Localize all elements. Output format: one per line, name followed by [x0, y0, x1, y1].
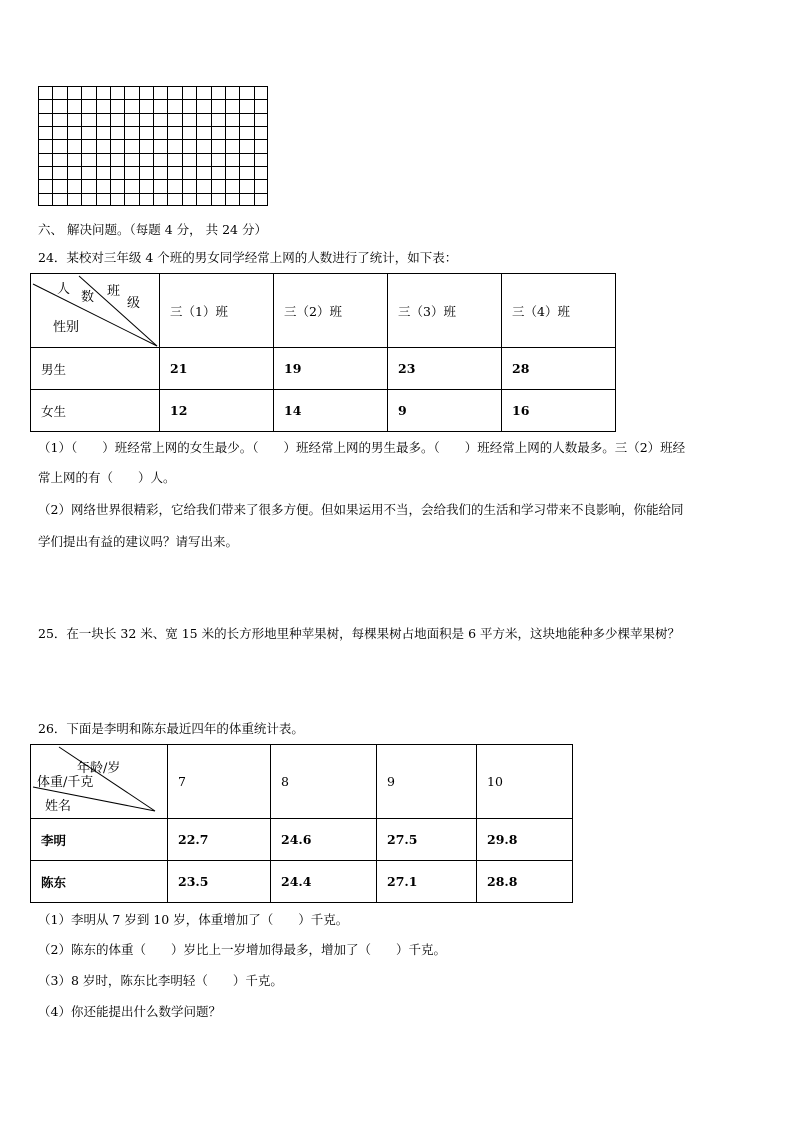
q24-part1-line1: （1）（ ）班经常上网的女生最少。（ ）班经常上网的男生最多。（ ）班经常上网的人数最多。三（2）班经 — [38, 440, 686, 455]
cell: 24.6 — [271, 819, 377, 861]
q24-corner-b: 数 — [81, 290, 95, 305]
cell: 16 — [502, 390, 616, 432]
cell: 27.5 — [377, 819, 477, 861]
cell: 24.4 — [271, 861, 377, 903]
table-row — [31, 348, 616, 390]
q24-corner-d: 级 — [127, 296, 141, 311]
q26-header-3: 9 — [377, 745, 477, 819]
q24-corner-cell — [31, 274, 160, 348]
cell: 21 — [160, 348, 274, 390]
q26-corner-a: 年龄/岁 — [77, 761, 121, 776]
q24-table — [30, 273, 616, 432]
row-label: 李明 — [31, 819, 168, 861]
q26-prompt: 26．下面是李明和陈东最近四年的体重统计表。 — [38, 721, 304, 736]
cell: 9 — [388, 390, 502, 432]
q24-part2-line2: 学们提出有益的建议吗？请写出来。 — [38, 534, 239, 549]
q26-header-2: 8 — [271, 745, 377, 819]
cell: 28 — [502, 348, 616, 390]
cell: 28.8 — [477, 861, 573, 903]
q24-part2-line1: （2）网络世界很精彩，它给我们带来了很多方便。但如果运用不当，会给我们的生活和学习带来不良影响，你能给同 — [38, 502, 684, 517]
q24-diagonal-lines — [31, 274, 159, 348]
q26-corner-b: 体重/千克 — [37, 775, 94, 790]
cell: 29.8 — [477, 819, 573, 861]
q24-prompt: 24．某校对三年级 4 个班的男女同学经常上网的人数进行了统计，如下表： — [38, 250, 458, 265]
cell: 19 — [274, 348, 388, 390]
q26-header-1: 7 — [168, 745, 271, 819]
q26-corner-cell — [31, 745, 168, 819]
section-title: 六、 解决问题。（每题 4 分， 共 24 分） — [38, 222, 267, 237]
cell: 12 — [160, 390, 274, 432]
cell: 22.7 — [168, 819, 271, 861]
table-row — [31, 390, 616, 432]
q24-header-4: 三（4）班 — [502, 274, 616, 348]
q25-prompt: 25．在一块长 32 米、宽 15 米的长方形地里种苹果树，每棵果树占地面积是 6 平方米，这块地能种多少棵苹果树？ — [38, 626, 681, 641]
cell: 27.1 — [377, 861, 477, 903]
q24-header-3: 三（3）班 — [388, 274, 502, 348]
q26-part4: （4）你还能提出什么数学问题？ — [38, 1004, 221, 1019]
q26-part2: （2）陈东的体重（ ）岁比上一岁增加得最多，增加了（ ）千克。 — [38, 942, 446, 957]
q24-part1-line2: 常上网的有（ ）人。 — [38, 470, 176, 485]
cell: 23.5 — [168, 861, 271, 903]
row-label: 陈东 — [31, 861, 168, 903]
q24-corner-c: 班 — [107, 284, 121, 299]
q26-part3: （3）8 岁时，陈东比李明轻（ ）千克。 — [38, 973, 283, 988]
table-row — [31, 861, 573, 903]
practice-grid — [38, 86, 268, 206]
q24-header-2: 三（2）班 — [274, 274, 388, 348]
q24-header-1: 三（1）班 — [160, 274, 274, 348]
row-label: 男生 — [31, 348, 160, 390]
cell: 14 — [274, 390, 388, 432]
table-row — [31, 819, 573, 861]
q26-table — [30, 744, 573, 903]
q26-header-4: 10 — [477, 745, 573, 819]
q26-corner-c: 姓名 — [45, 799, 72, 814]
row-label: 女生 — [31, 390, 160, 432]
cell: 23 — [388, 348, 502, 390]
q24-corner-e: 性别 — [53, 320, 80, 335]
q24-corner-a: 人 — [57, 282, 71, 297]
q26-part1: （1）李明从 7 岁到 10 岁，体重增加了（ ）千克。 — [38, 912, 349, 927]
